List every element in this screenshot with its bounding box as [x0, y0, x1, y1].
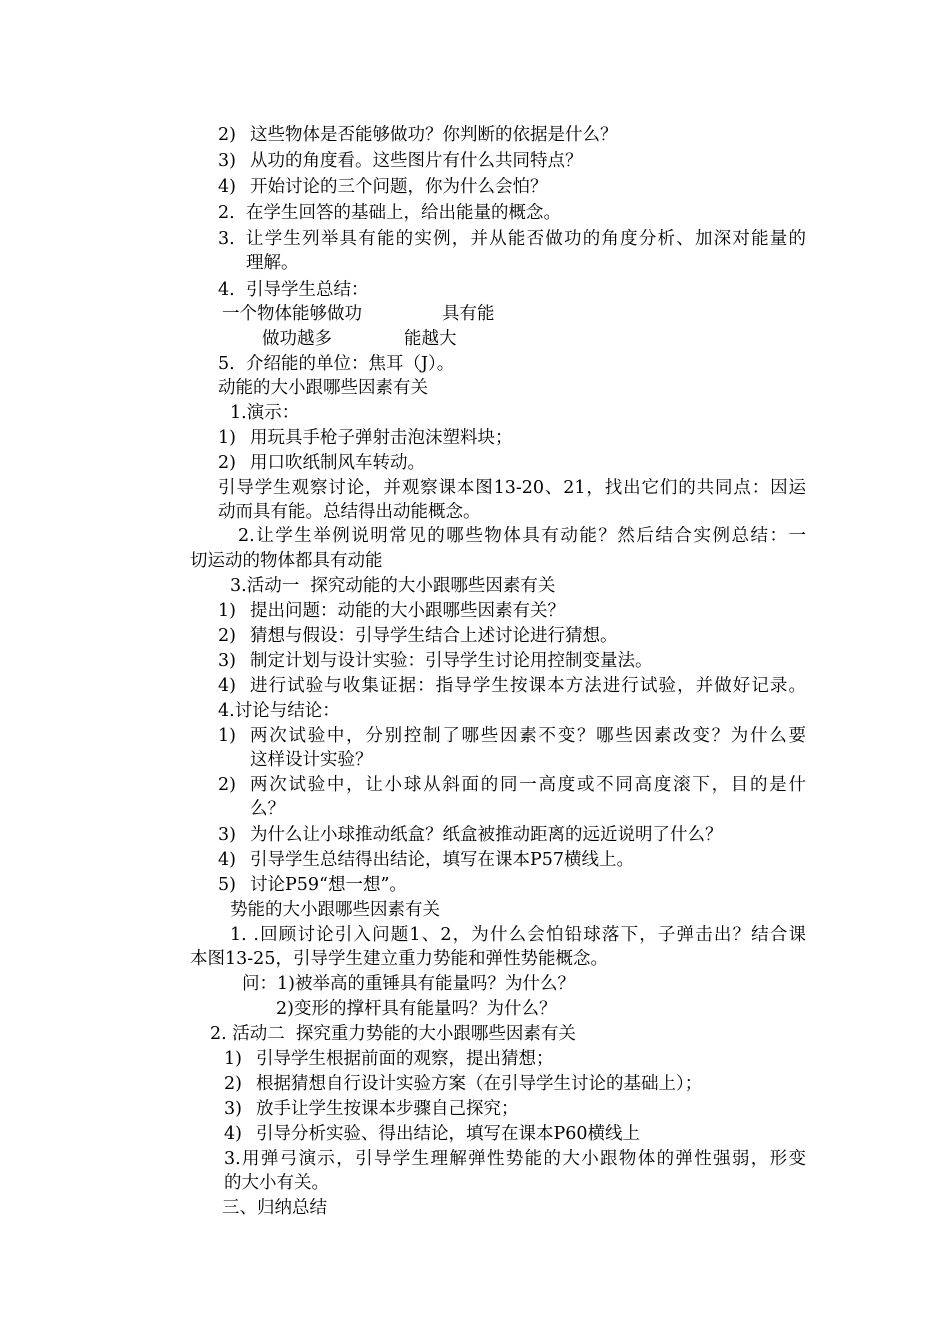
paragraph-line: 3.用弹弓演示，引导学生理解弹性势能的大小跟物体的弹性强弱，形变 [224, 1149, 806, 1169]
paragraph-line: 这样设计实验？ [250, 750, 373, 770]
list-item-text: 介绍能的单位：焦耳（J）。 [246, 354, 455, 374]
list-item-text: 在学生回答的基础上，给出能量的概念。 [246, 203, 561, 223]
list-item-text: 开始讨论的三个问题，你为什么会怕？ [250, 177, 548, 197]
list-item-text: 引导学生根据前面的观察，提出猜想； [256, 1049, 554, 1069]
list-number: 1) [224, 1049, 242, 1069]
list-item-text: 为什么让小球推动纸盒？纸盒被推动距离的远近说明了什么？ [250, 825, 723, 845]
paragraph-line: 本图13-25，引导学生建立重力势能和弹性势能概念。 [190, 949, 608, 969]
list-number: 4. [218, 280, 235, 300]
list-item-text: 讨论P59“想一想”。 [250, 875, 407, 895]
paragraph-line: 理解。 [246, 253, 299, 273]
paragraph-line: 2)变形的撑杆具有能量吗？为什么？ [276, 999, 557, 1019]
list-number: 3) [218, 151, 236, 171]
list-item-text: 根据猜想自行设计实验方案（在引导学生讨论的基础上）； [256, 1074, 703, 1094]
paragraph-line: 能越大 [404, 329, 457, 349]
list-number: 1) [218, 428, 236, 448]
list-number: 2. [218, 203, 235, 223]
paragraph-line: 引导学生观察讨论，并观察课本图13-20、21，找出它们的共同点：因运 [218, 478, 806, 498]
paragraph-line: 一个物体能够做功 [222, 304, 362, 324]
list-number: 1) [218, 726, 236, 746]
paragraph-line: 3.活动一 探究动能的大小跟哪些因素有关 [230, 576, 556, 596]
section-heading: 势能的大小跟哪些因素有关 [230, 900, 440, 920]
list-number: 5. [218, 354, 235, 374]
paragraph-line: 做功越多 [262, 329, 332, 349]
list-item-text: 猜想与假设：引导学生结合上述讨论进行猜想。 [250, 626, 618, 646]
list-number: 4) [218, 850, 236, 870]
list-number: 2) [218, 453, 236, 473]
list-number: 2) [218, 125, 236, 145]
list-item-text: 放手让学生按课本步骤自己探究； [256, 1099, 519, 1119]
list-item-text: 这些物体是否能够做功？你判断的依据是什么？ [250, 125, 618, 145]
list-item-text: 用玩具手枪子弹射击泡沫塑料块； [250, 428, 513, 448]
list-item-text: 引导学生总结得出结论，填写在课本P57横线上。 [250, 850, 635, 870]
list-number: 3) [224, 1099, 242, 1119]
list-item-text: 两次试验中，让小球从斜面的同一高度或不同高度滚下，目的是什 [250, 775, 806, 795]
list-number: 3) [218, 651, 236, 671]
paragraph-line: 4.讨论与结论： [218, 701, 340, 721]
list-number: 3) [218, 825, 236, 845]
list-number: 4) [224, 1124, 242, 1144]
list-item-text: 让学生列举具有能的实例，并从能否做功的角度分析、加深对能量的 [246, 229, 806, 249]
paragraph-line: 么？ [250, 799, 285, 819]
list-item-text: 两次试验中，分别控制了哪些因素不变？哪些因素改变？为什么要 [250, 726, 806, 746]
paragraph-line: 的大小有关。 [224, 1173, 329, 1193]
list-number: 3. [218, 229, 235, 249]
list-number: 2) [218, 775, 236, 795]
paragraph-line: 2. 活动二 探究重力势能的大小跟哪些因素有关 [210, 1024, 576, 1044]
paragraph-line: 1.演示： [230, 403, 300, 423]
section-heading: 三、归纳总结 [222, 1198, 327, 1218]
list-item-text: 引导学生总结： [246, 280, 369, 300]
paragraph-line: 1. .回顾讨论引入问题1、2，为什么会怕铅球落下，子弹击出？结合课 [230, 925, 806, 945]
list-number: 2) [218, 626, 236, 646]
paragraph-line: 2.让学生举例说明常见的哪些物体具有动能？然后结合实例总结：一 [238, 526, 806, 546]
list-number: 1) [218, 601, 236, 621]
list-item-text: 进行试验与收集证据：指导学生按课本方法进行试验，并做好记录。 [250, 676, 806, 696]
list-item-text: 制定计划与设计实验：引导学生讨论用控制变量法。 [250, 651, 653, 671]
list-number: 2) [224, 1074, 242, 1094]
list-item-text: 引导分析实验、得出结论，填写在课本P60横线上 [256, 1124, 641, 1144]
paragraph-line: 切运动的物体都具有动能 [190, 551, 383, 571]
list-number: 4) [218, 177, 236, 197]
paragraph-line: 动而具有能。总结得出动能概念。 [218, 502, 481, 522]
section-heading: 动能的大小跟哪些因素有关 [218, 378, 428, 398]
list-number: 5) [218, 875, 236, 895]
list-item-text: 提出问题：动能的大小跟哪些因素有关？ [250, 601, 565, 621]
list-item-text: 从功的角度看。这些图片有什么共同特点？ [250, 151, 583, 171]
list-number: 4) [218, 676, 236, 696]
list-item-text: 用口吹纸制风车转动。 [250, 453, 425, 473]
paragraph-line: 具有能 [442, 304, 495, 324]
paragraph-line: 问：1)被举高的重锤具有能量吗？为什么？ [242, 974, 575, 994]
